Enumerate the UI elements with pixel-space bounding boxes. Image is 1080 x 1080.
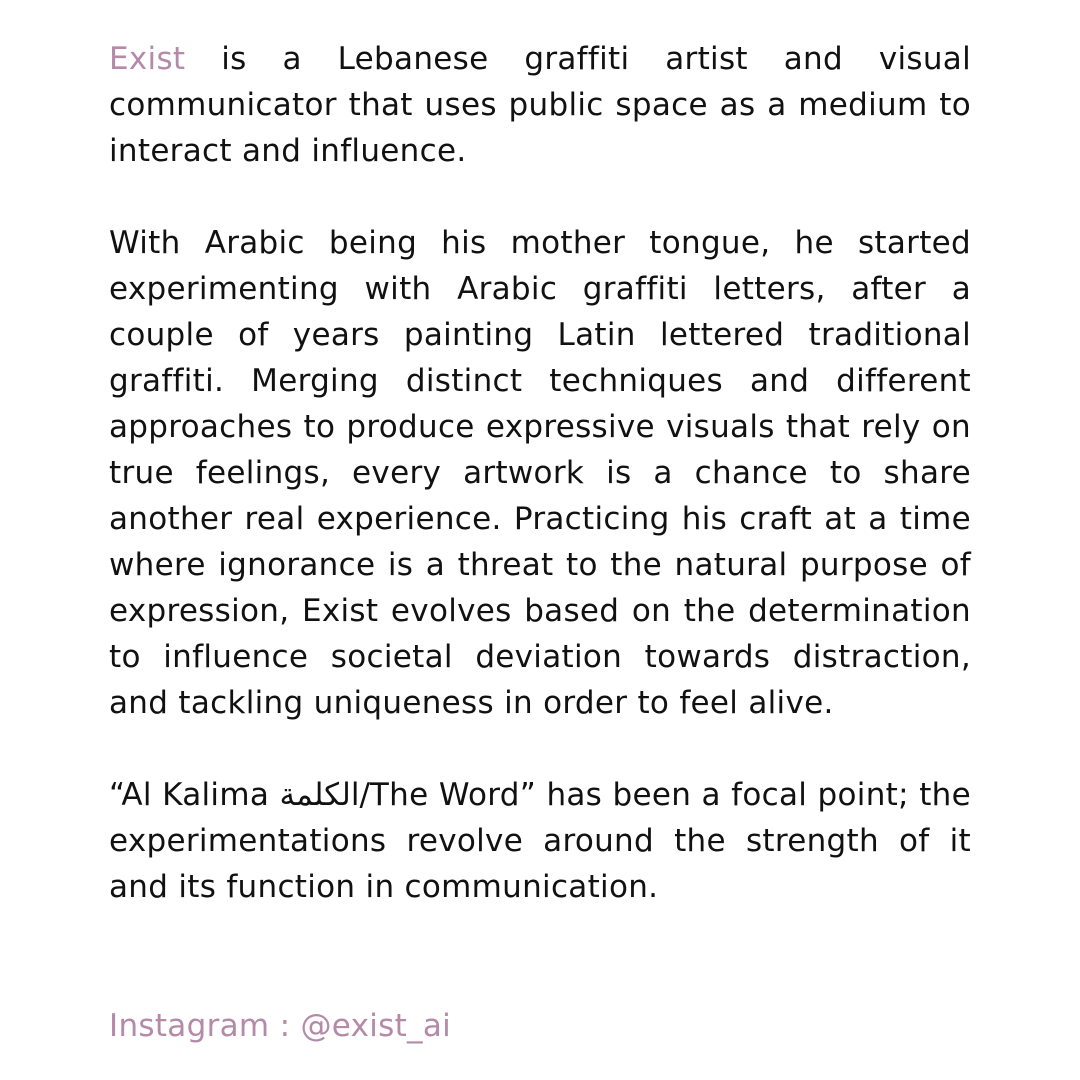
focus-rest: /The Word” has been a focal point; the experimentations revolve around the strength of it and its function in communication. bbox=[109, 777, 971, 905]
arabic-word: الكلمة bbox=[279, 777, 360, 813]
intro-text: is a Lebanese graffiti artist and visual communicator that uses public space as a medium to interact and influence. bbox=[109, 41, 971, 169]
biography-paragraph: With Arabic being his mother tongue, he started experimenting with Arabic graffiti letters, after a couple of years painting Latin lettered traditional graffiti. Merging distinct techniques and different approaches to produce expressive visuals that rely on true feelings, every artwork is a chance to share another real experience. Practicing his craft at a time where ignorance is a threat to the natural purpose of expression, Exist evolves based on the determination to influence societal deviation towards distraction, and tackling uniqueness in order to feel alive. bbox=[109, 225, 971, 721]
focus-paragraph bbox=[109, 772, 971, 910]
focus-lead: “Al Kalima bbox=[109, 777, 280, 813]
instagram-handle[interactable]: Instagram : @exist_ai bbox=[109, 1008, 452, 1044]
artist-name: Exist bbox=[109, 41, 186, 77]
intro-paragraph bbox=[109, 36, 971, 174]
